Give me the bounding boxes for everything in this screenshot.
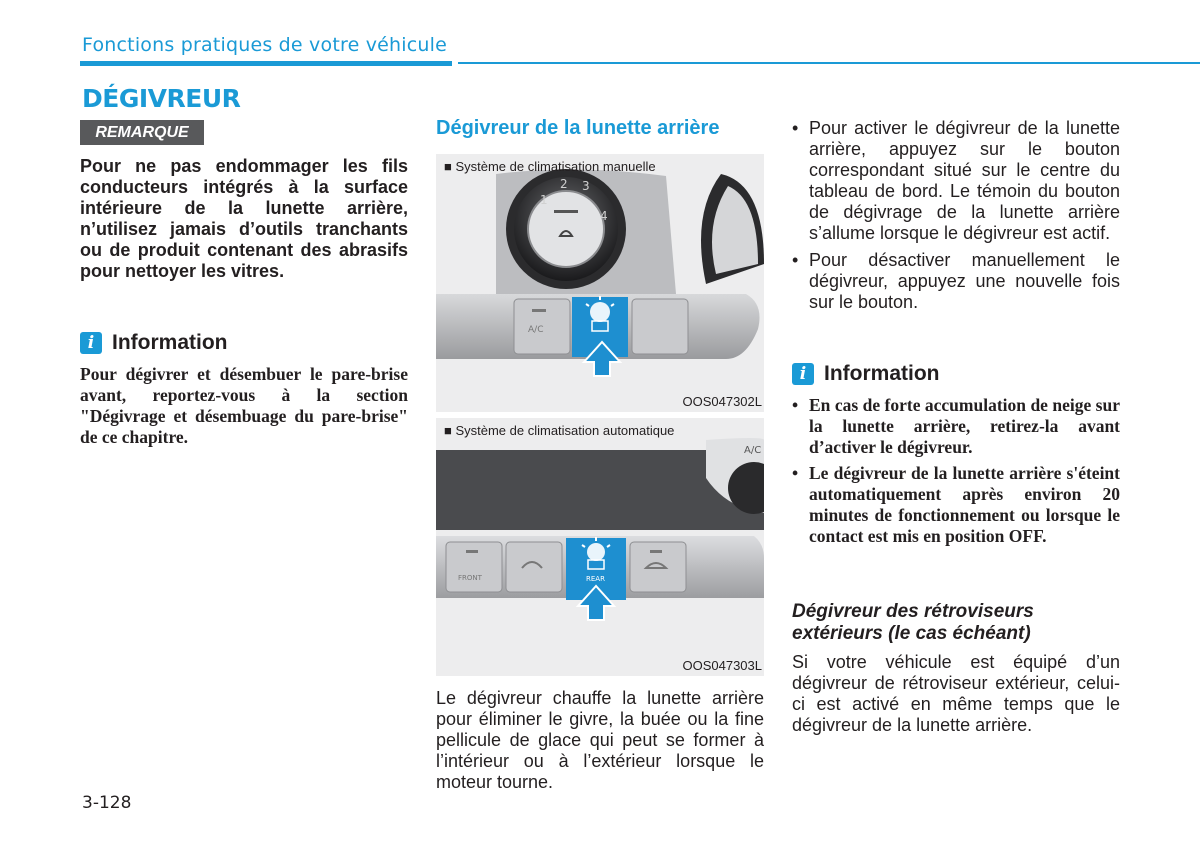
bullet-item: • Pour activer le dégivreur de la lunette arrière, appuyez sur le bouton correspondant situé sur le centre du tableau de bord. Le témoin du bouton de dégivrage de la lunette arrière s’allume lorsque le dégivreur est actif. — [792, 118, 1120, 244]
info-title-2: Information — [824, 362, 940, 385]
info-icon: i — [792, 363, 814, 385]
dial-number: 2 — [560, 177, 568, 191]
front-button-label: FRONT — [458, 574, 482, 582]
info-block-2 — [792, 362, 1120, 547]
figure-auto-climate — [436, 418, 764, 676]
mirrors-text: Si votre véhicule est équipé d’un dégivreur de rétroviseur extérieur, celui-ci est activé en même temps que le dégivreur de la lunette arrière. — [792, 652, 1120, 735]
remarque-text: Pour ne pas endommager les fils conducteurs intégrés à la surface intérieure de la lunette arrière, n’utilisez jamais d’outils tranchants ou de produit contenant des abrasifs pour nettoyer les vitres. — [80, 156, 408, 281]
info-title-1: Information — [112, 331, 228, 354]
figure-code-2: OOS047303L — [682, 658, 762, 673]
rear-button-label: REAR — [586, 575, 605, 583]
info-list-2 — [792, 395, 1120, 547]
auto-climate-illustration — [436, 418, 764, 676]
running-header: Fonctions pratiques de votre véhicule — [82, 34, 448, 56]
figure-caption-1: ■ Système de climatisation manuelle — [444, 159, 656, 174]
info-heading-1 — [80, 331, 408, 355]
bullet-list — [792, 118, 1120, 313]
info-item: • Le dégivreur de la lunette arrière s'éteint automatiquement après environ 20 minutes de fonctionnement ou lorsque le contact est mis en position OFF. — [792, 463, 1120, 547]
info-icon: i — [80, 332, 102, 354]
info-text-1: Pour dégivrer et désembuer le pare-brise avant, reportez-vous à la section "Dégivrage et désembuage du pare-brise" de ce chapitre. — [80, 364, 408, 447]
ac-button-label: A/C — [528, 325, 544, 335]
info-item: • En cas de forte accumulation de neige sur la lunette arrière, retirez-la avant d’activer le dégivreur. — [792, 395, 1120, 458]
mirrors-title: Dégivreur des rétroviseurs extérieurs (le cas échéant) — [792, 601, 1034, 644]
dial-number: 3 — [582, 179, 590, 193]
section-title: DÉGIVREUR — [82, 84, 241, 113]
bullet-item: • Pour désactiver manuellement le dégivreur, appuyez une nouvelle fois sur le bouton. — [792, 250, 1120, 313]
figure-code-1: OOS047302L — [682, 394, 762, 409]
remarque-badge: REMARQUE — [80, 120, 204, 145]
header-rule-thin — [458, 62, 1200, 64]
header-rule-thick — [80, 61, 452, 66]
info-block-1 — [80, 331, 408, 448]
dial-number: 1 — [540, 193, 548, 207]
subsection-title-rear: Dégivreur de la lunette arrière — [436, 117, 720, 139]
page-number: 3-128 — [82, 793, 132, 813]
rear-body-text: Le dégivreur chauffe la lunette arrière pour éliminer le givre, la buée ou la fine pellicule de glace qui peut se former à l’intérieur ou à l’extérieur lorsque le moteur tourne. — [436, 688, 764, 792]
manual-climate-illustration — [436, 154, 764, 412]
figure-caption-2: ■ Système de climatisation automatique — [444, 423, 675, 438]
figure-manual-climate — [436, 154, 764, 412]
ac-label-2: A/C — [744, 445, 762, 456]
info-heading-2 — [792, 362, 1120, 386]
dial-number: 4 — [600, 209, 608, 223]
